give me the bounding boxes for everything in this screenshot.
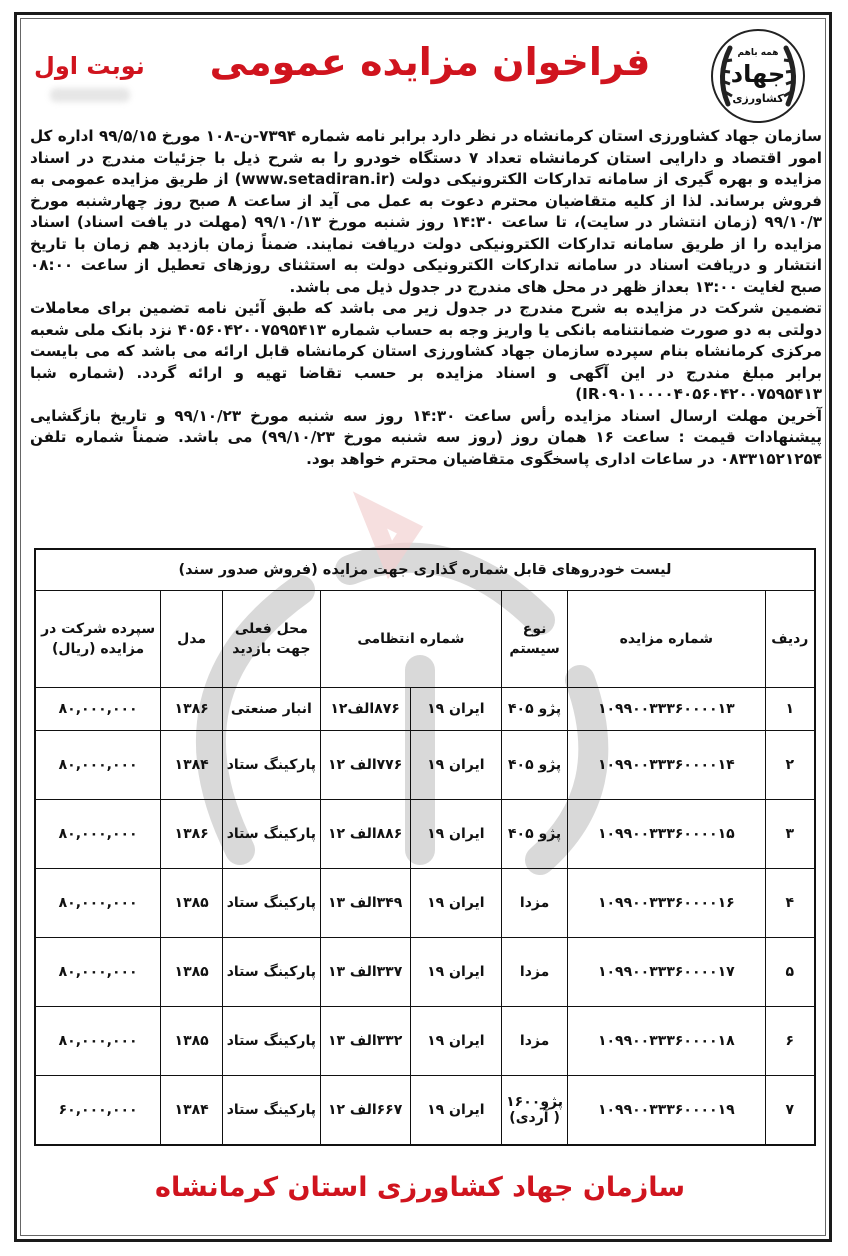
cell-plate-region: ایران ۱۹ bbox=[410, 938, 502, 1007]
table-row bbox=[35, 1007, 815, 1076]
cell-location: پارکینگ ستاد bbox=[223, 938, 321, 1007]
header-system: نوع سیستم bbox=[502, 591, 568, 688]
cell-system: پژو ۴۰۵ bbox=[502, 688, 568, 731]
logo-main-text: جهاد bbox=[730, 60, 786, 88]
cell-auction-no: ۱۰۹۹۰۰۳۳۳۶۰۰۰۰۱۴ bbox=[568, 731, 766, 800]
table-row bbox=[35, 731, 815, 800]
cell-deposit: ۸۰,۰۰۰,۰۰۰ bbox=[35, 1007, 161, 1076]
cell-location: پارکینگ ستاد bbox=[223, 800, 321, 869]
cell-deposit: ۸۰,۰۰۰,۰۰۰ bbox=[35, 800, 161, 869]
table-row bbox=[35, 869, 815, 938]
cell-plate-region: ایران ۱۹ bbox=[410, 800, 502, 869]
header-model: مدل bbox=[161, 591, 223, 688]
cell-plate-no: ۳۴۹الف ۱۳ bbox=[320, 869, 410, 938]
cell-system: پژو ۴۰۵ bbox=[502, 731, 568, 800]
cell-system: مزدا bbox=[502, 1007, 568, 1076]
page-title: فراخوان مزایده عمومی bbox=[209, 40, 651, 84]
cell-model: ۱۳۸۵ bbox=[161, 869, 223, 938]
cell-auction-no: ۱۰۹۹۰۰۳۳۳۶۰۰۰۰۱۳ bbox=[568, 688, 766, 731]
cell-location: انبار صنعتی bbox=[223, 688, 321, 731]
table-caption: لیست خودروهای قابل شماره گذاری جهت مزایده (فروش صدور سند) bbox=[35, 549, 815, 591]
jahad-logo bbox=[708, 26, 808, 126]
cell-row: ۴ bbox=[765, 869, 815, 938]
cell-auction-no: ۱۰۹۹۰۰۳۳۳۶۰۰۰۰۱۶ bbox=[568, 869, 766, 938]
cell-row: ۵ bbox=[765, 938, 815, 1007]
cell-model: ۱۳۸۵ bbox=[161, 1007, 223, 1076]
cell-row: ۲ bbox=[765, 731, 815, 800]
table-row bbox=[35, 1076, 815, 1146]
cell-auction-no: ۱۰۹۹۰۰۳۳۳۶۰۰۰۰۱۹ bbox=[568, 1076, 766, 1146]
cell-system: پژو ۴۰۵ bbox=[502, 800, 568, 869]
cell-row: ۱ bbox=[765, 688, 815, 731]
cell-location: پارکینگ ستاد bbox=[223, 731, 321, 800]
cell-system: مزدا bbox=[502, 869, 568, 938]
cell-location: پارکینگ ستاد bbox=[223, 869, 321, 938]
table-row bbox=[35, 688, 815, 731]
cell-plate-no: ۸۸۶الف ۱۲ bbox=[320, 800, 410, 869]
paragraph-intro: سازمان جهاد کشاورزی استان کرمانشاه در نظر دارد برابر نامه شماره ۷۳۹۴-ن-۱۰۸ مورخ ۹۹/۵/۱۵ اداره کل امور اقتصاد و دارایی استان کرمانشاه تعداد ۷ دستگاه خودرو را به شرح ذیل با جزئیات مندرج در اسناد مزایده و بهره گیری از سامانه تدارکات الکترونیکی دولت (www.setadiran.ir) از طریق مزایده عمومی به فروش برساند. لذا از کلیه متقاضیان محترم دعوت به عمل می آید از ساعت ۸ صبح روز چهارشنبه مورخ ۹۹/۱۰/۳ (زمان انتشار در سایت)، تا ساعت ۱۴:۳۰ روز شنبه مورخ ۹۹/۱۰/۱۳ (مهلت در یافت اسناد) اسناد مزایده را از طریق سامانه تدارکات الکترونیکی دولت دریافت نمایند. ضمناً زمان بازدید هم زمان با تاریخ انتشار و دریافت اسناد در سامانه تدارکات الکترونیکی دولت به استثنای روزهای تعطیل از ساعت ۰۸:۰۰ صبح لغایت ۱۳:۰۰ بعداز ظهر در محل های مندرج در جدول ذیل می باشد. bbox=[30, 127, 822, 296]
blurred-stamp bbox=[50, 88, 130, 102]
footer-org-name: سازمان جهاد کشاورزی استان کرمانشاه bbox=[155, 1172, 685, 1203]
cell-model: ۱۳۸۴ bbox=[161, 1076, 223, 1146]
cell-plate-no: ۷۷۶الف ۱۲ bbox=[320, 731, 410, 800]
paragraph-guarantee: تضمین شرکت در مزایده به شرح مندرج در جدول زیر می باشد که طبق آئین نامه تضمین برای معاملات دولتی به دو صورت ضمانتنامه بانکی یا واریز وجه به حساب شماره ۴۰۵۶۰۴۲۰۰۷۵۹۵۴۱۳ نزد بانک ملی شعبه مرکزی کرمانشاه بنام سپرده سازمان جهاد کشاورزی استان کرمانشاه قابل ارائه می باشد که می بایست برابر مبلغ مندرج در این آگهی و اسناد مزایده بر حسب تقاضا تهیه و ارائه گردد. (شماره شبا IR۰۹۰۱۰۰۰۰۴۰۵۶۰۴۲۰۰۷۵۹۵۴۱۳) bbox=[30, 299, 823, 403]
cell-plate-region: ایران ۱۹ bbox=[410, 688, 502, 731]
cell-deposit: ۸۰,۰۰۰,۰۰۰ bbox=[35, 731, 161, 800]
cell-model: ۱۳۸۵ bbox=[161, 938, 223, 1007]
cell-plate-no: ۳۳۲الف ۱۳ bbox=[320, 1007, 410, 1076]
cell-system: پژو۱۶۰۰ ( آردی) bbox=[502, 1076, 568, 1146]
cell-model: ۱۳۸۶ bbox=[161, 688, 223, 731]
header-deposit: سپرده شرکت در مزایده (ریال) bbox=[35, 591, 161, 688]
cell-deposit: ۸۰,۰۰۰,۰۰۰ bbox=[35, 688, 161, 731]
paragraph-deadline: آخرین مهلت ارسال اسناد مزایده رأس ساعت ۱۴:۳۰ روز سه شنبه مورخ ۹۹/۱۰/۲۳ و تاریخ بازگشایی پیشنهادات قیمت : ساعت ۱۶ همان روز (روز سه شنبه مورخ ۹۹/۱۰/۲۳) می باشد. ضمناً شماره تلفن ۰۸۳۳۱۵۲۱۲۵۴ در ساعات اداری پاسخگوی متقاضیان محترم خواهد بود. bbox=[30, 406, 823, 468]
vehicles-table bbox=[34, 548, 816, 1146]
logo-bottom-text: کشاورزی bbox=[732, 92, 784, 105]
header-location: محل فعلی جهت بازدید bbox=[223, 591, 321, 688]
cell-plate-no: ۳۳۷الف ۱۳ bbox=[320, 938, 410, 1007]
cell-auction-no: ۱۰۹۹۰۰۳۳۳۶۰۰۰۰۱۵ bbox=[568, 800, 766, 869]
header-row-number: ردیف bbox=[765, 591, 815, 688]
cell-row: ۶ bbox=[765, 1007, 815, 1076]
announcement-body bbox=[30, 126, 822, 470]
header-plate: شماره انتظامی bbox=[320, 591, 501, 688]
cell-deposit: ۶۰,۰۰۰,۰۰۰ bbox=[35, 1076, 161, 1146]
round-label: نوبت اول bbox=[34, 52, 145, 80]
cell-system: مزدا bbox=[502, 938, 568, 1007]
cell-plate-region: ایران ۱۹ bbox=[410, 731, 502, 800]
table-row bbox=[35, 800, 815, 869]
cell-location: پارکینگ ستاد bbox=[223, 1076, 321, 1146]
cell-plate-no: ۶۶۷الف ۱۲ bbox=[320, 1076, 410, 1146]
cell-deposit: ۸۰,۰۰۰,۰۰۰ bbox=[35, 938, 161, 1007]
table-row bbox=[35, 938, 815, 1007]
cell-model: ۱۳۸۴ bbox=[161, 731, 223, 800]
cell-row: ۷ bbox=[765, 1076, 815, 1146]
cell-auction-no: ۱۰۹۹۰۰۳۳۳۶۰۰۰۰۱۸ bbox=[568, 1007, 766, 1076]
cell-plate-region: ایران ۱۹ bbox=[410, 1076, 502, 1146]
cell-plate-region: ایران ۱۹ bbox=[410, 869, 502, 938]
cell-row: ۳ bbox=[765, 800, 815, 869]
logo-top-text: همه باهم bbox=[737, 48, 779, 58]
cell-deposit: ۸۰,۰۰۰,۰۰۰ bbox=[35, 869, 161, 938]
cell-auction-no: ۱۰۹۹۰۰۳۳۳۶۰۰۰۰۱۷ bbox=[568, 938, 766, 1007]
header-auction-number: شماره مزایده bbox=[568, 591, 766, 688]
cell-plate-no: ۸۷۶الف۱۲ bbox=[320, 688, 410, 731]
cell-location: پارکینگ ستاد bbox=[223, 1007, 321, 1076]
cell-model: ۱۳۸۶ bbox=[161, 800, 223, 869]
cell-plate-region: ایران ۱۹ bbox=[410, 1007, 502, 1076]
